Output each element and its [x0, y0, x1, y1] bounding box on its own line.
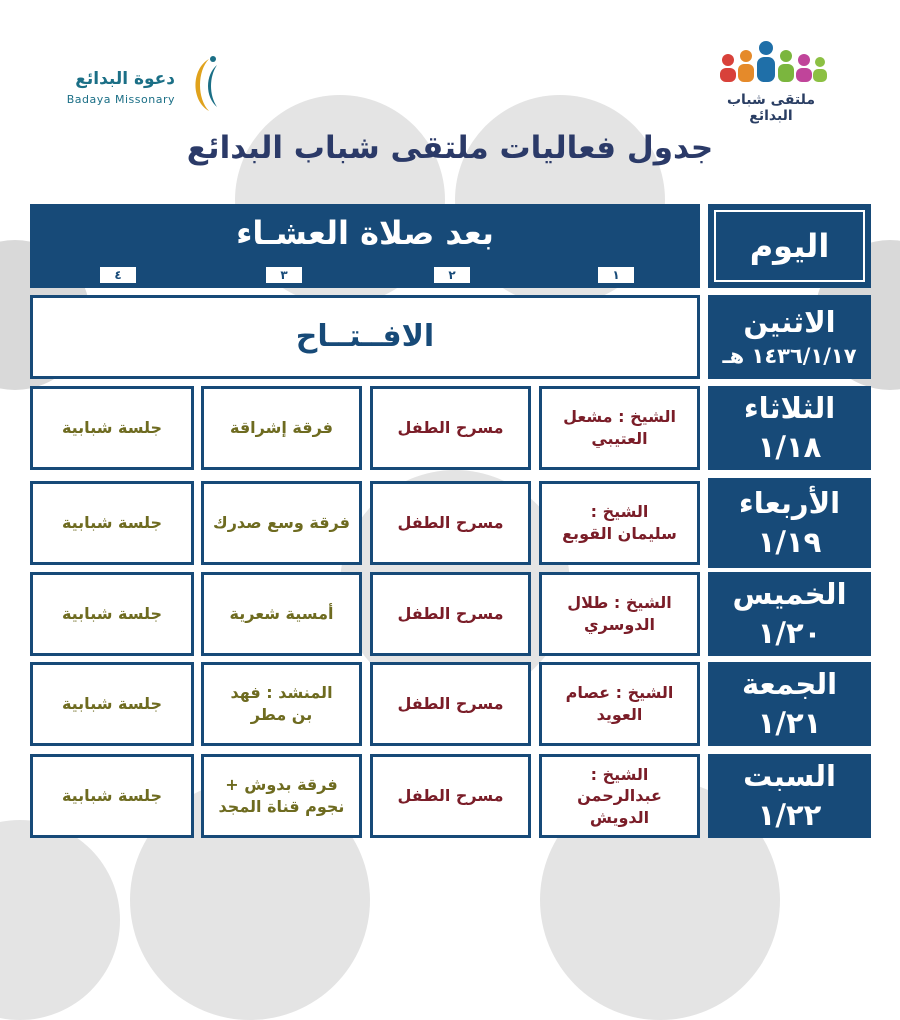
- activity-text: جلسة شبابية: [61, 418, 163, 438]
- schedule-cell: [30, 386, 194, 470]
- schedule-cell: [201, 572, 362, 656]
- day-name: السبت: [743, 758, 836, 793]
- column-number: ٤: [100, 267, 136, 283]
- day-date: ١/١٨: [757, 430, 822, 464]
- speaker-text: الشيخ : سليمان القوبع: [562, 502, 677, 543]
- column-number: ٢: [434, 267, 470, 283]
- schedule-cell: [30, 662, 194, 746]
- activity-text: جلسة شبابية: [61, 604, 163, 624]
- day-column-header-label: اليوم: [714, 210, 865, 282]
- schedule-cell: [30, 754, 194, 838]
- schedule-cell: [30, 481, 194, 565]
- activity-text: مسرح الطفل: [397, 604, 504, 624]
- day-name: الخميس: [732, 576, 847, 611]
- background-circle: [0, 820, 120, 1020]
- schedule-cell: [201, 481, 362, 565]
- speaker-text: الشيخ : عصام العويد: [565, 683, 674, 724]
- schedule-cell: [201, 662, 362, 746]
- day-date: ١/٢٠: [757, 616, 822, 650]
- schedule-cell: [539, 481, 700, 565]
- day-date: ١٤٣٦/١/١٧ هـ: [722, 344, 857, 369]
- schedule-cell: [370, 386, 531, 470]
- logo-left-arabic: دعوة البدائع: [75, 69, 175, 89]
- activity-text: مسرح الطفل: [397, 418, 504, 438]
- schedule-cell: [539, 754, 700, 838]
- schedule-cell: [201, 754, 362, 838]
- day-cell: [708, 386, 871, 470]
- day-date: ١/١٩: [757, 525, 822, 559]
- schedule-cell: [539, 386, 700, 470]
- schedule-cell: [539, 572, 700, 656]
- day-name: الاثنين: [743, 305, 836, 340]
- day-cell: [708, 478, 871, 568]
- schedule-cell: [201, 386, 362, 470]
- badaya-missionary-logo: [55, 55, 225, 115]
- day-cell: [708, 662, 871, 746]
- logo-left-english: Badaya Missonary: [66, 93, 175, 106]
- schedule-cell: [370, 662, 531, 746]
- youth-forum-logo: [706, 40, 836, 124]
- day-cell: [708, 295, 871, 379]
- crescent-logo-icon: [181, 55, 225, 115]
- column-number: ١: [598, 267, 634, 283]
- day-cell: [708, 572, 871, 656]
- activity-text: أمسية شعرية: [229, 604, 334, 624]
- day-date: ١/٢٢: [757, 798, 822, 832]
- schedule-cell: [370, 572, 531, 656]
- activity-text: المنشد : فهد بن مطر: [230, 683, 333, 724]
- speaker-text: الشيخ : مشعل العتيبي: [563, 407, 676, 448]
- day-name: الجمعة: [741, 666, 838, 701]
- column-number: ٣: [266, 267, 302, 283]
- day-name: الأربعاء: [738, 485, 841, 520]
- logo-right-arabic: ملتقى شباب البدائع: [726, 92, 816, 124]
- page-title: جدول فعاليات ملتقى شباب البدائع: [186, 130, 714, 166]
- activity-text: مسرح الطفل: [397, 786, 504, 806]
- speaker-text: الشيخ : عبدالرحمن الدويش: [577, 764, 662, 827]
- day-name: الثلاثاء: [743, 390, 836, 425]
- activity-text: جلسة شبابية: [61, 513, 163, 533]
- activity-text: جلسة شبابية: [61, 786, 163, 806]
- schedule-cell: [30, 572, 194, 656]
- activity-text: فرقة وسع صدرك: [213, 513, 350, 533]
- schedule-cell: [370, 754, 531, 838]
- schedule-cell: [539, 662, 700, 746]
- opening-text: الافــتــاح: [295, 318, 435, 354]
- opening-cell: [30, 295, 700, 379]
- day-date: ١/٢١: [757, 706, 822, 740]
- activity-text: فرقة بدوش + نجوم قناة المجد: [218, 775, 345, 816]
- people-group-icon: [706, 40, 836, 90]
- activity-text: فرقة إشراقة: [230, 418, 334, 438]
- activity-text: جلسة شبابية: [61, 694, 163, 714]
- activity-text: مسرح الطفل: [397, 694, 504, 714]
- header-band-text: بعد صلاة العشـاء: [236, 214, 494, 252]
- day-column-header: [708, 204, 871, 288]
- activity-text: مسرح الطفل: [397, 513, 504, 533]
- schedule-cell: [370, 481, 531, 565]
- day-cell: [708, 754, 871, 838]
- speaker-text: الشيخ : طلال الدوسري: [567, 593, 672, 634]
